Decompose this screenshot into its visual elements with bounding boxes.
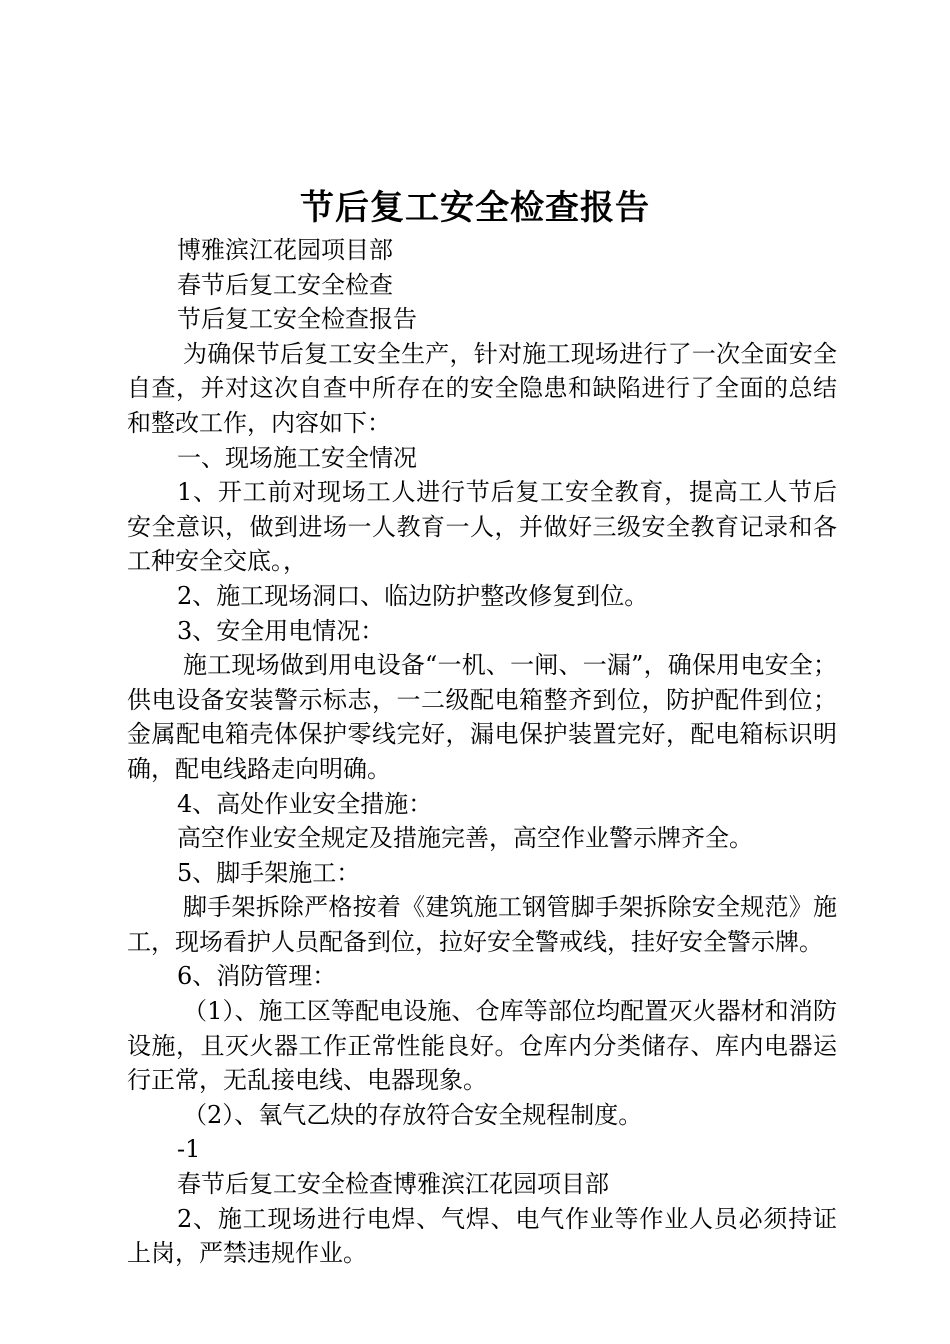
paragraph-project: 博雅滨江花园项目部 [177,236,393,264]
paragraph-scaffold: 脚手架拆除严格按着《建筑施工钢管脚手架拆除安全规范》施工，现场看护人员配备到位，拉好安全警戒线，挂好安全警示牌。 [127,893,837,956]
paragraph-subject: 春节后复工安全检查 [177,270,393,299]
document-body [127,233,837,1271]
paragraph-item-5-heading: 5、脚手架施工： [177,858,361,887]
paragraph-item-1: 1、开工前对现场工人进行节后复工安全教育，提高工人节后安全意识，做到进场一人教育一人，并做好三级安全教育记录和各工种安全交底。， [127,478,837,576]
paragraph-item-4-heading: 4、高处作业安全措施： [177,789,433,818]
paragraph-intro: 为确保节后复工安全生产，针对施工现场进行了一次全面安全自查，并对这次自查中所存在的安全隐患和缺陷进行了全面的总结和整改工作，内容如下： [127,339,837,437]
section-heading-site-safety: 一、现场施工安全情况 [177,443,417,472]
paragraph-height-work: 高空作业安全规定及措施完善，高空作业警示牌齐全。 [177,824,753,853]
paragraph-item-2: 2、施工现场洞口、临边防护整改修复到位。 [177,581,649,610]
paragraph-fire-1: （1）、施工区等配电设施、仓库等部位均配置灭火器材和消防设施，且灭火器工作正常性能良好。仓库内分类储存、库内电器运行正常，无乱接电线、电器现象。 [127,997,837,1095]
paragraph-item-6-heading: 6、消防管理： [177,962,337,991]
paragraph-footer-subject: 春节后复工安全检查博雅滨江花园项目部 [177,1170,609,1199]
paragraph-item-3-heading: 3、安全用电情况： [177,616,385,645]
paragraph-electricity: 施工现场做到用电设备“一机、一闸、一漏”，确保用电安全；供电设备安装警示标志，一二级配电箱整齐到位，防护配件到位；金属配电箱壳体保护零线完好，漏电保护装置完好，配电箱标识明确，配电线路走向明确。 [127,651,837,783]
document-title: 节后复工安全检查报告 [300,188,650,228]
paragraph-report-name: 节后复工安全检查报告 [177,305,417,334]
paragraph-welding: 2、施工现场进行电焊、气焊、电气作业等作业人员必须持证上岗，严禁违规作业。 [127,1204,837,1268]
page-number: -1 [177,1135,201,1164]
paragraph-fire-2: （2）、氧气乙炔的存放符合安全规程制度。 [183,1100,643,1129]
